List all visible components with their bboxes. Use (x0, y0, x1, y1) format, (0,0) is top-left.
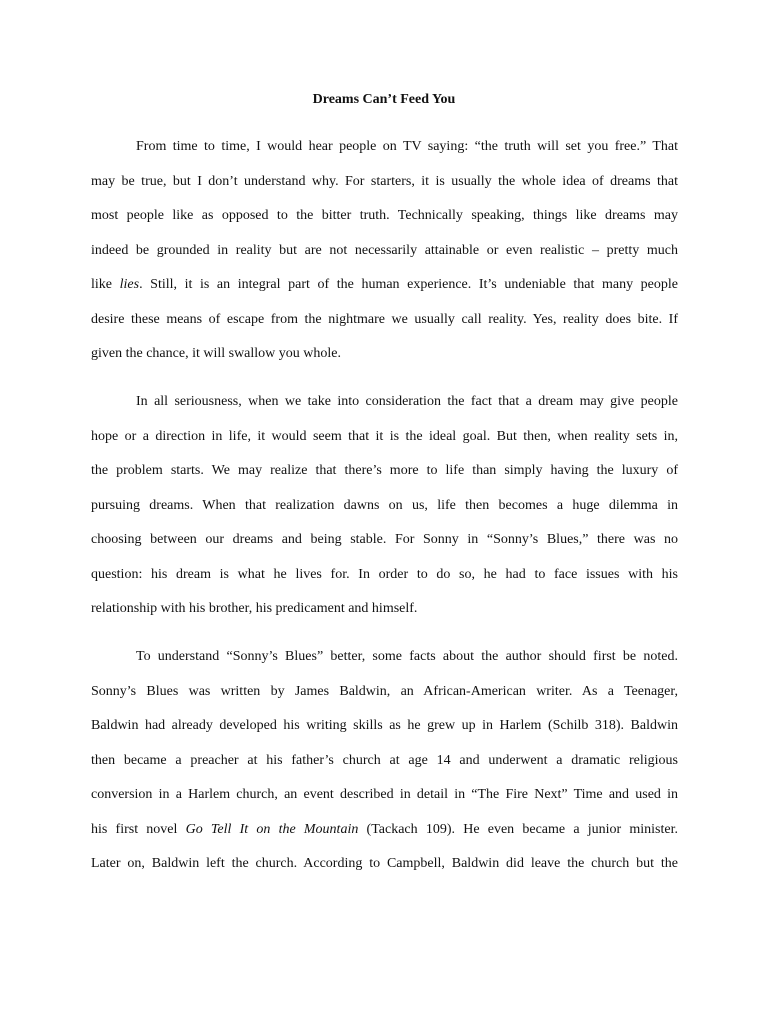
paragraph-line: Later on, Baldwin left the church. According to Campbell, Baldwin did leave the church but the (91, 856, 678, 871)
paragraph-line: conversion in a Harlem church, an event described in detail in “The Fire Next” Time and used in (91, 787, 678, 802)
italic-book-title: Go Tell It on the Mountain (185, 822, 359, 837)
text-segment: . Still, it is an integral part of the human experience. It’s undeniable that many people (139, 277, 679, 292)
paragraph-line: most people like as opposed to the bitter truth. Technically speaking, things like dreams may (91, 208, 678, 223)
text-segment: (Tackach 109). He even became a junior minister. (358, 822, 678, 837)
paragraph-line: may be true, but I don’t understand why. For starters, it is usually the whole idea of dreams that (91, 174, 678, 189)
text-segment: like (91, 277, 120, 292)
paragraph-line: choosing between our dreams and being stable. For Sonny in “Sonny’s Blues,” there was no (91, 532, 678, 547)
document-title: Dreams Can’t Feed You (312, 92, 456, 107)
paragraph-line: Sonny’s Blues was written by James Baldwin, an African-American writer. As a Teenager, (91, 684, 678, 699)
paragraph-line: given the chance, it will swallow you whole. (91, 346, 341, 361)
paragraph-line: indeed be grounded in reality but are not necessarily attainable or even realistic – pretty much (91, 243, 678, 258)
paragraph-line: question: his dream is what he lives for. In order to do so, he had to face issues with his (91, 567, 678, 582)
paragraph-line: then became a preacher at his father’s church at age 14 and underwent a dramatic religious (91, 753, 678, 768)
paragraph-line: From time to time, I would hear people on TV saying: “the truth will set you free.” That (136, 139, 678, 154)
paragraph-line (91, 275, 678, 295)
paragraph-line: In all seriousness, when we take into consideration the fact that a dream may give people (136, 394, 678, 409)
paragraph-line (91, 820, 678, 840)
paragraph-line: relationship with his brother, his predicament and himself. (91, 601, 418, 616)
text-segment: his first novel (91, 822, 186, 837)
paragraph-line: To understand “Sonny’s Blues” better, some facts about the author should first be noted. (136, 649, 678, 664)
paragraph-line: Baldwin had already developed his writing skills as he grew up in Harlem (Schilb 318). Baldwin (91, 718, 678, 733)
paragraph-line: hope or a direction in life, it would seem that it is the ideal goal. But then, when reality sets in, (91, 429, 678, 444)
italic-text: lies (119, 277, 140, 292)
paragraph-line: pursuing dreams. When that realization dawns on us, life then becomes a huge dilemma in (91, 498, 678, 513)
paragraph-line: the problem starts. We may realize that there’s more to life than simply having the luxury of (91, 463, 678, 478)
paragraph-line: desire these means of escape from the nightmare we usually call reality. Yes, reality does bite. If (91, 312, 678, 327)
